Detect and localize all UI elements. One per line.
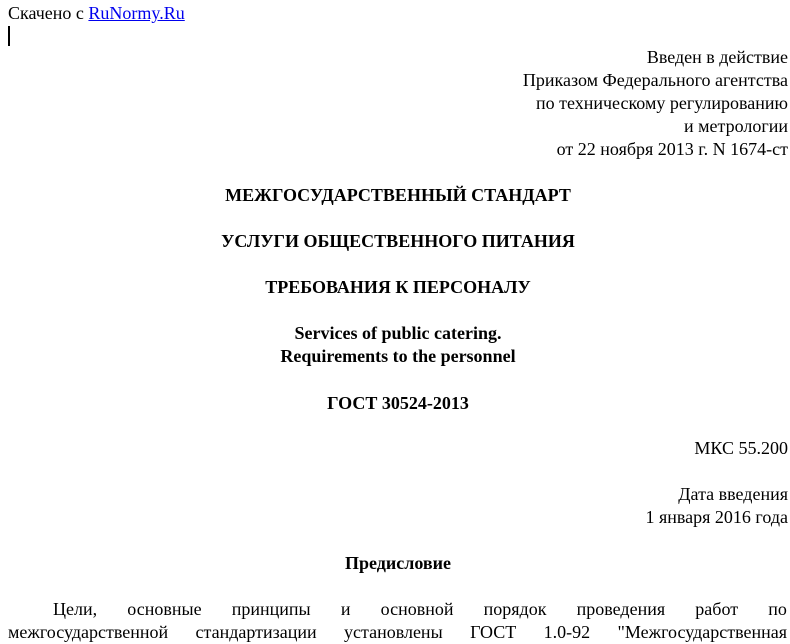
standard-subtitle-en-heading: Requirements to the personnel	[280, 346, 516, 366]
standard-name-ru-heading: УСЛУГИ ОБЩЕСТВЕННОГО ПИТАНИЯ	[221, 231, 575, 251]
paragraph-word: стандартизации	[195, 622, 317, 642]
paragraph-word: проведения	[576, 599, 666, 619]
paragraph-word: принципы	[231, 599, 311, 619]
approval-line: по техническому регулированию	[535, 93, 788, 113]
paragraph-word: Цели,	[53, 599, 98, 619]
paragraph-line	[8, 621, 787, 644]
paragraph-word: порядок	[483, 599, 547, 619]
paragraph-word: основной	[380, 599, 454, 619]
paragraph-word: основные	[127, 599, 202, 619]
approval-line: Приказом Федерального агентства	[522, 70, 788, 90]
preface-paragraph	[8, 598, 787, 644]
gost-number-heading: ГОСТ 30524-2013	[327, 393, 469, 413]
paragraph-line	[8, 598, 787, 621]
paragraph-word: установлены	[344, 622, 443, 642]
approval-line: Введен в действие	[646, 47, 788, 67]
paragraph-word: 1.0-92	[543, 622, 591, 642]
paragraph-word: "Межгосударственная	[617, 622, 787, 642]
preface-heading: Предисловие	[345, 553, 451, 573]
intro-date-value: 1 января 2016 года	[645, 507, 788, 527]
paragraph-word: и	[340, 599, 351, 619]
standard-name-en-heading: Services of public catering.	[294, 323, 502, 343]
source-prefix: Скачено с	[8, 3, 89, 23]
standard-subtitle-ru-heading: ТРЕБОВАНИЯ К ПЕРСОНАЛУ	[265, 277, 531, 297]
paragraph-word: работ	[695, 599, 739, 619]
approval-line: и метрологии	[684, 116, 788, 136]
text-cursor	[8, 26, 10, 46]
approval-block	[523, 46, 788, 161]
standard-type-heading: МЕЖГОСУДАРСТВЕННЫЙ СТАНДАРТ	[225, 185, 571, 205]
paragraph-word: межгосударственной	[8, 622, 169, 642]
paragraph-word: ГОСТ	[470, 622, 517, 642]
mks-code: МКС 55.200	[694, 438, 788, 458]
approval-line: от 22 ноября 2013 г. N 1674-ст	[556, 139, 788, 159]
paragraph-word: по	[768, 599, 787, 619]
source-line	[8, 3, 185, 23]
source-link[interactable]: RuNormy.Ru	[88, 3, 185, 23]
intro-date-label: Дата введения	[678, 484, 788, 504]
